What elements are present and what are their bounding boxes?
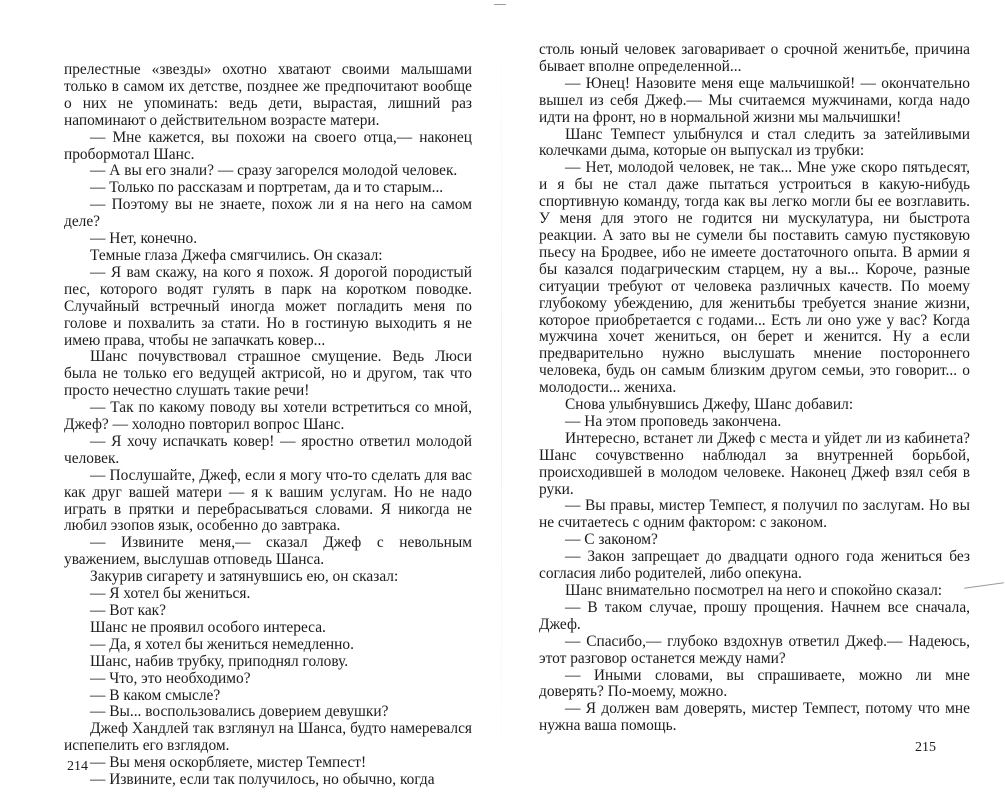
paragraph: — Закон запрещает до двадцати одного года жениться без согласия либо родителей, либо опекуна. xyxy=(539,548,970,583)
paragraph: Шанс внимательно посмотрел на него и спокойно сказал: xyxy=(565,582,943,599)
paragraph: — Послушайте, Джеф, если я могу что-то сделать для вас как друг вашей матери — я к вашим услугам. Но не надо играть в прятки и перебрасываться словами. Я никогда не любил эзопов язык, особенно до завтрака. xyxy=(64,466,472,535)
paragraph: — Нет, молодой человек, не так... Мне уже скоро пятьдесят, и я бы не стал даже пытаться устроиться в какую-нибудь спортивную команду, тогда как вы легко могли бы ее возглавить. У меня для этого не годится ни мускулатура, ни быстрота реакции. А зато вы не сумели бы поставить самую пустяковую пьесу на Бродвее, ибо не имеете достаточного опыта. В армии я бы казался подагрическим старцем, ну а вы... Короче, разные ситуации требуют от человека различных качеств. По моему глубокому убеждению, для женитьбы требуется знание жизни, которое приобретается с годами... Есть ли оно уже у вас? Когда мужчина хочет жениться, он берет и женится. Ну а если предварительно нужно выслушать мнение постороннего человека, будь он самым близким другом семьи, это говорит... о молодости... жениха. xyxy=(539,159,970,397)
paragraph: — Что, это необходимо? xyxy=(90,669,251,687)
right-page-number: 215 xyxy=(915,740,936,755)
paragraph: — Поэтому вы не знаете, похож ли я на него на самом деле? xyxy=(64,196,472,231)
paragraph: Закурив сигарету и затянувшись ею, он сказал: xyxy=(90,568,399,586)
paragraph: — Я должен вам доверять, мистер Темпест, потому что мне нужна ваша помощь. xyxy=(539,700,970,735)
paragraph: — С законом? xyxy=(565,531,658,549)
paragraph: — Вы правы, мистер Темпест, я получил по заслугам. Но вы не считаетесь с одним фактором: с законом. xyxy=(539,497,970,532)
right-page-text xyxy=(539,42,970,735)
paragraph: — В таком случае, прошу прощения. Начнем все сначала, Джеф. xyxy=(539,598,970,633)
left-page xyxy=(0,0,502,800)
paragraph: прелестные «звезды» охотно хватают своими малышами только в самом их детстве, позднее же предпочитают вообще о них не упоминать: ведь дети, вырастая, лишний раз напоминают о действительном возрасте матери. xyxy=(64,61,472,129)
right-page xyxy=(502,0,1005,800)
left-page-text xyxy=(64,62,472,789)
paragraph: столь юный человек заговаривает о срочной женитьбе, причина бывает вполне определенной... xyxy=(539,41,970,75)
left-page-number: 214 xyxy=(67,759,88,774)
paragraph: Темные глаза Джефа смягчились. Он сказал: xyxy=(90,246,383,264)
paragraph: — Извините, если так получилось, но обычно, когда xyxy=(90,771,435,789)
paragraph: — Я хотел бы жениться. xyxy=(90,585,251,603)
paragraph: — Я хочу испачкать ковер! — яростно ответил молодой человек. xyxy=(64,432,472,467)
paragraph: Шанс почувствовал страшное смущение. Ведь Люси была не только его ведущей актрисой, но и другом, так что просто нечестно слушать такие речи! xyxy=(64,348,472,400)
paragraph: — Вы... воспользовались доверием девушки? xyxy=(90,703,389,721)
paragraph: — В каком смысле? xyxy=(90,686,221,704)
paragraph: Джеф Хандлей так взглянул на Шанса, будто намеревался испепелить его взглядом. xyxy=(64,720,472,755)
paragraph: — Я вам скажу, на кого я похож. Я дорогой породистый пес, которого водят гулять в парк на коротком поводке. Случайный встречный иногда может погладить меня по голове и похвалить за стати. Но в гостиную выходить я не имею права, чтобы не запачкать ковер... xyxy=(64,263,472,349)
paragraph: Интересно, встанет ли Джеф с места и уйдет ли из кабинета? Шанс сочувственно наблюдал за внутренней борьбой, происходившей в молодом человеке. Наконец Джеф взял себя в руки. xyxy=(539,429,970,498)
paragraph: — Спасибо,— глубоко вздохнув ответил Джеф.— Надеюсь, этот разговор останется между нами? xyxy=(539,632,970,667)
paragraph: — Извините меня,— сказал Джеф с невольным уважением, выслушав отповедь Шанса. xyxy=(64,534,472,569)
paragraph: — Да, я хотел бы жениться немедленно. xyxy=(90,635,354,653)
paragraph: — Так по какому поводу вы хотели встретиться со мной, Джеф? — холодно повторил вопрос Шанс. xyxy=(64,399,472,434)
paragraph: — А вы его знали? — сразу загорелся молодой человек. xyxy=(90,162,458,180)
paragraph: — Юнец! Назовите меня еще мальчишкой! — окончательно вышел из себя Джеф.— Мы считаемся мужчинами, когда надо идти на фронт, но в нормальной жизни мы мальчишки! xyxy=(539,74,970,126)
paragraph: — Мне кажется, вы похожи на своего отца,— наконец пробормотал Шанс. xyxy=(64,128,472,163)
paragraph: Шанс Темпест улыбнулся и стал следить за затейливыми колечками дыма, которые он выпускал из трубки: xyxy=(539,125,970,160)
paragraph: — Вы меня оскорбляете, мистер Темпест! xyxy=(90,754,367,772)
paragraph: — Вот как? xyxy=(90,602,166,619)
paragraph: Шанс не проявил особого интереса. xyxy=(90,618,326,636)
paragraph: Шанс, набив трубку, приподнял голову. xyxy=(90,652,349,670)
paragraph: — На этом проповедь закончена. xyxy=(565,412,782,430)
paragraph: — Иными словами, вы спрашиваете, можно ли мне доверять? По-моему, можно. xyxy=(539,666,970,701)
paragraph: Снова улыбнувшись Джефу, Шанс добавил: xyxy=(565,396,854,414)
paragraph: — Только по рассказам и портретам, да и то старым... xyxy=(90,179,444,197)
paragraph: — Нет, конечно. xyxy=(90,230,198,248)
